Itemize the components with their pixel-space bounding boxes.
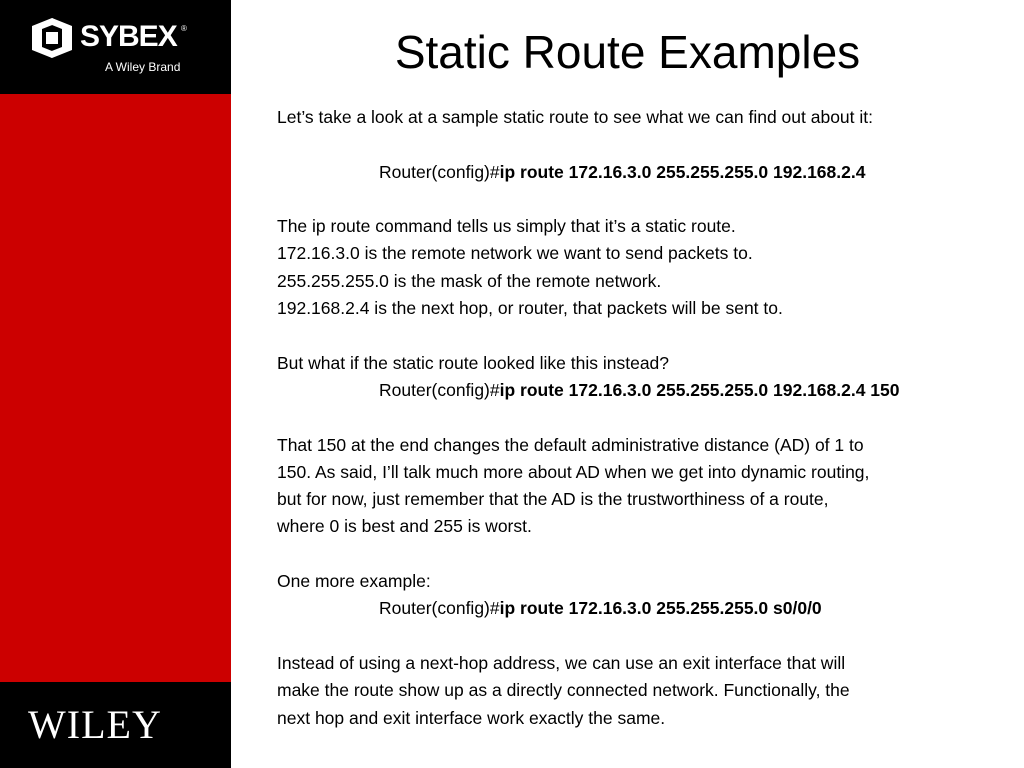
spacer	[277, 623, 1017, 650]
exit-paragraph-line: make the route show up as a directly connected network. Functionally, the	[277, 680, 850, 701]
exit-paragraph-line: next hop and exit interface work exactly the same.	[277, 707, 666, 728]
wiley-logo: WILEY	[28, 702, 162, 747]
command-text: ip route 172.16.3.0 255.255.255.0 s0/0/0	[499, 598, 822, 619]
explanation-line: 192.168.2.4 is the next hop, or router, that packets will be sent to.	[277, 298, 783, 319]
registered-mark: ®	[181, 24, 187, 33]
explanation-line: The ip route command tells us simply that it’s a static route.	[277, 216, 736, 237]
example-command-3	[277, 595, 1017, 622]
command-prompt: Router(config)#	[379, 161, 500, 182]
sidebar-header-band	[0, 0, 231, 94]
ad-paragraph-line: That 150 at the end changes the default administrative distance (AD) of 1 to	[277, 434, 864, 455]
sidebar	[0, 0, 231, 768]
spacer	[277, 541, 1017, 568]
question-text: But what if the static route looked like this instead?	[277, 352, 670, 373]
sybex-wordmark: SYBEX	[80, 20, 177, 53]
example-command-2	[277, 377, 1017, 404]
command-text: ip route 172.16.3.0 255.255.255.0 192.168.2.4	[499, 161, 866, 182]
spacer	[277, 404, 1017, 431]
sybex-logo	[30, 16, 200, 78]
command-text: ip route 172.16.3.0 255.255.255.0 192.168.2.4 150	[499, 379, 900, 400]
sybex-mark-icon	[30, 16, 74, 60]
more-example-label: One more example:	[277, 571, 431, 592]
spacer	[277, 186, 1017, 213]
command-prompt: Router(config)#	[379, 379, 500, 400]
explanation-line: 172.16.3.0 is the remote network we want to send packets to.	[277, 243, 753, 264]
ad-paragraph-line: where 0 is best and 255 is worst.	[277, 516, 532, 537]
ad-paragraph-line: 150. As said, I’ll talk much more about AD when we get into dynamic routing,	[277, 461, 870, 482]
sybex-tagline: A Wiley Brand	[105, 60, 181, 74]
explanation-line: 255.255.255.0 is the mask of the remote network.	[277, 270, 662, 291]
command-prompt: Router(config)#	[379, 598, 500, 619]
intro-text: Let’s take a look at a sample static route to see what we can find out about it:	[277, 107, 873, 127]
ad-paragraph-line: but for now, just remember that the AD is the trustworthiness of a route,	[277, 489, 829, 510]
exit-paragraph-line: Instead of using a next-hop address, we can use an exit interface that will	[277, 652, 846, 673]
slide-body	[277, 104, 1017, 732]
example-command-1	[277, 159, 1017, 186]
spacer	[277, 322, 1017, 349]
spacer	[277, 131, 1017, 158]
slide-title: Static Route Examples	[394, 26, 861, 78]
